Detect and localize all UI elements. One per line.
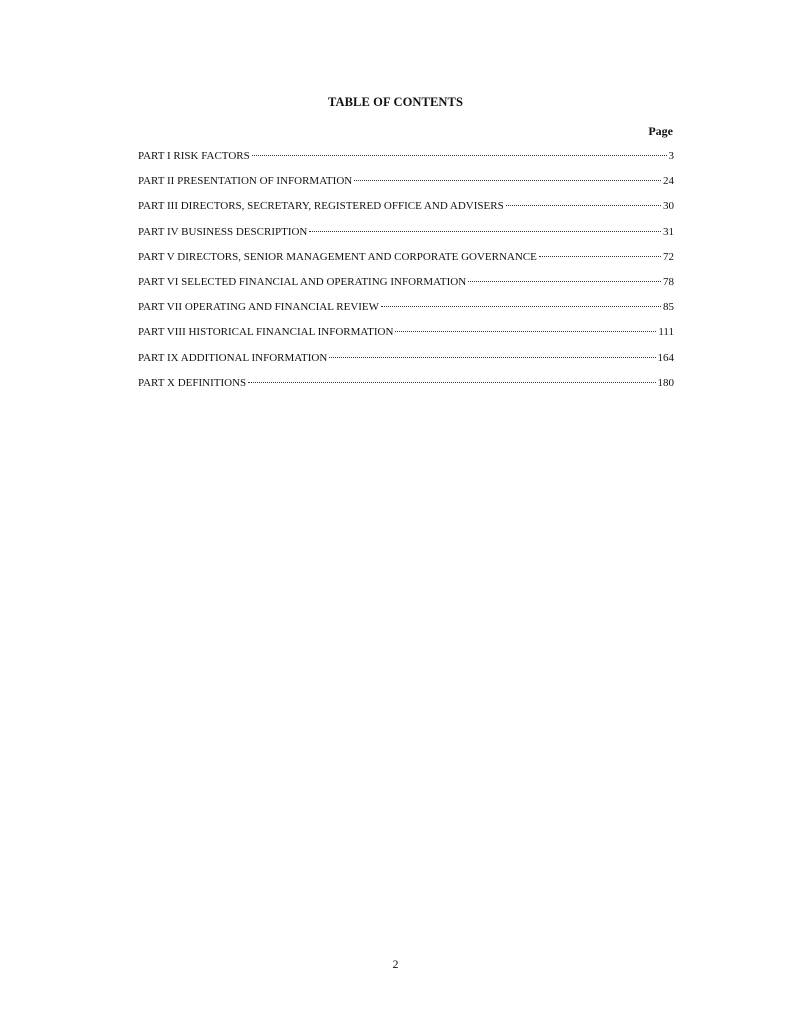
toc-entry-label: PART VIII HISTORICAL FINANCIAL INFORMATION [138, 326, 394, 339]
toc-entry-page: 24 [663, 175, 674, 188]
dot-leader [468, 281, 661, 282]
toc-entry-label: PART V DIRECTORS, SENIOR MANAGEMENT AND CORPORATE GOVERNANCE [138, 250, 537, 263]
toc-entry-part-10[interactable] [138, 377, 674, 402]
toc-title: TABLE OF CONTENTS [327, 95, 464, 109]
toc-entry-label: PART VI SELECTED FINANCIAL AND OPERATING INFORMATION [138, 275, 467, 288]
toc-entry-part-1[interactable] [138, 150, 674, 175]
toc-entry-part-3[interactable] [138, 200, 674, 225]
toc-entry-part-2[interactable] [138, 175, 674, 200]
toc-entry-part-7[interactable] [138, 301, 674, 326]
toc-entry-page: 85 [663, 301, 674, 314]
toc-entry-label: PART IV BUSINESS DESCRIPTION [138, 225, 308, 238]
toc-entry-page: 31 [663, 225, 674, 238]
toc-list [138, 150, 674, 402]
toc-entry-label: PART I RISK FACTORS [138, 150, 250, 162]
toc-entry-page: 180 [657, 376, 674, 389]
toc-entry-part-5[interactable] [138, 251, 674, 276]
toc-entry-page: 3 [668, 150, 674, 162]
dot-leader [381, 306, 661, 307]
toc-entry-part-8[interactable] [138, 326, 674, 351]
toc-entry-page: 78 [663, 275, 674, 288]
toc-entry-page: 30 [663, 200, 674, 213]
toc-entry-label: PART IX ADDITIONAL INFORMATION [138, 351, 328, 364]
page-column-header: Page [648, 124, 673, 138]
dot-leader [395, 331, 656, 332]
dot-leader [248, 382, 655, 383]
toc-entry-part-9[interactable] [138, 352, 674, 377]
toc-entry-label: PART II PRESENTATION OF INFORMATION [138, 175, 353, 188]
toc-entry-part-6[interactable] [138, 276, 674, 301]
toc-entry-page: 72 [663, 250, 674, 263]
toc-entry-part-4[interactable] [138, 226, 674, 251]
toc-entry-label: PART X DEFINITIONS [138, 376, 247, 389]
dot-leader [539, 256, 661, 257]
toc-entry-label: PART VII OPERATING AND FINANCIAL REVIEW [138, 301, 380, 314]
dot-leader [329, 357, 655, 358]
dot-leader [506, 205, 661, 206]
dot-leader [252, 155, 667, 156]
toc-entry-page: 164 [657, 351, 674, 364]
toc-entry-label: PART III DIRECTORS, SECRETARY, REGISTERED OFFICE AND ADVISERS [138, 200, 504, 213]
dot-leader [309, 231, 661, 232]
dot-leader [354, 180, 661, 181]
footer-page-number: 2 [392, 957, 399, 971]
toc-entry-page: 111 [658, 326, 674, 339]
